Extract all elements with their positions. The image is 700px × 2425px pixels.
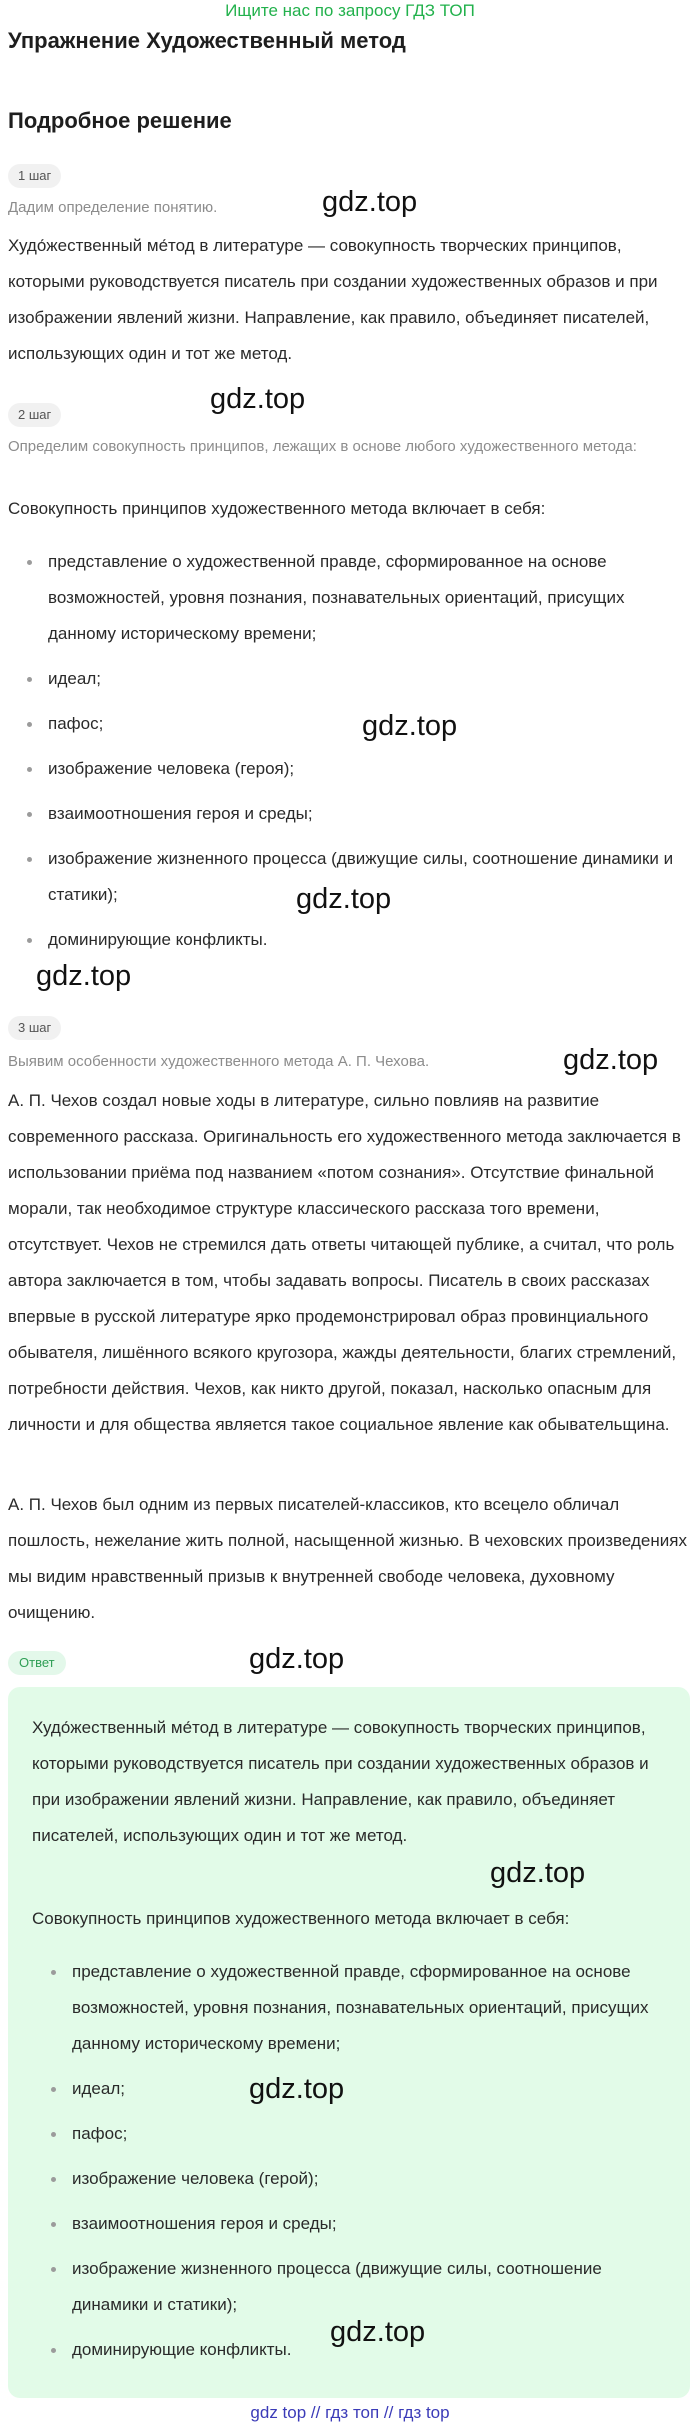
watermark: gdz.top [490, 1857, 586, 1889]
watermark: gdz.top [563, 1044, 659, 1076]
step-1-paragraph: Худо́жественный ме́тод в литературе — совокупность творческих принципов, которыми руководствуется писатель при создании художественных образов и при изображении явлений жизни. Направление, как правило, объединяет писателей, использующих один и тот же метод. [8, 236, 658, 363]
step-3-paragraph-2: А. П. Чехов был одним из первых писателей-классиков, кто всецело обличал пошлость, нежелание жить полной, насыщенной жизнью. В чеховских произведениях мы видим нравственный призыв к внутренней свободе человека, духовному очищению. [8, 1495, 687, 1622]
answer-intro: Совокупность принципов художественного метода включает в себя: [32, 1909, 570, 1928]
list-item: пафос; [8, 706, 694, 742]
watermark: gdz.top [249, 1643, 345, 1675]
answer-principles-list [32, 1954, 672, 2377]
watermark: gdz.top [362, 710, 458, 742]
list-item: изображение человека (героя); [8, 751, 694, 787]
list-item: представление о художественной правде, сформированное на основе возможностей, уровня познания, познавательных ориентаций, присущих данному историческому времени; [32, 1954, 672, 2062]
list-item: изображение жизненного процесса (движущие силы, соотношение динамики и статики); [32, 2251, 672, 2323]
list-item: доминирующие конфликты. [8, 922, 694, 958]
list-item: доминирующие конфликты. [32, 2332, 672, 2368]
list-item: идеал; [32, 2071, 672, 2107]
list-item: представление о художественной правде, сформированное на основе возможностей, уровня познания, познавательных ориентаций, присущих данному историческому времени; [8, 544, 694, 652]
list-item: идеал; [8, 661, 694, 697]
page-title: Упражнение Художественный метод [8, 28, 406, 53]
step-3-paragraph-1: А. П. Чехов создал новые ходы в литературе, сильно повлияв на развитие современного рассказа. Оригинальность его художественного метода заключается в использовании приёма под названием «потом сознания». Отсутствие финальной морали, так необходимое структуре классического рассказа того времени, отсутствует. Чехов не стремился дать ответы читающей публике, а считал, что роль автора заключается в том, чтобы задавать вопросы. Писатель в своих рассказах впервые в русской литературе ярко продемонстрировал образ провинциального обывателя, лишённого всякого кругозора, жажды деятельности, благих стремлений, потребности действия. Чехов, как никто другой, показал, насколько опасным для личности и для общества является такое социальное явление как обывательщина. [8, 1091, 681, 1434]
section-title: Подробное решение [8, 108, 232, 133]
watermark: gdz.top [296, 883, 392, 915]
search-hint-banner: Ищите нас по запросу ГДЗ ТОП [225, 1, 475, 20]
step-2-badge: 2 шаг [8, 403, 61, 427]
answer-badge: Ответ [8, 1651, 66, 1675]
step-2-intro: Совокупность принципов художественного метода включает в себя: [8, 499, 546, 518]
watermark: gdz.top [210, 383, 306, 415]
watermark: gdz.top [330, 2316, 426, 2348]
step-2-description: Определим совокупность принципов, лежащих в основе любого художественного метода: [8, 438, 637, 455]
footer-links: gdz top // гдз топ // гдз top [250, 2403, 450, 2422]
list-item: изображение человека (герой); [32, 2161, 672, 2197]
watermark: gdz.top [322, 186, 418, 218]
step-3-badge: 3 шаг [8, 1016, 61, 1040]
answer-definition: Худо́жественный ме́тод в литературе — совокупность творческих принципов, которыми руководствуется писатель при создании художественных образов и при изображении явлений жизни. Направление, как правило, объединяет писателей, использующих один и тот же метод. [32, 1718, 649, 1845]
step-3-description: Выявим особенности художественного метода А. П. Чехова. [8, 1053, 430, 1070]
list-item: пафос; [32, 2116, 672, 2152]
list-item: изображение жизненного процесса (движущие силы, соотношение динамики и статики); [8, 841, 694, 913]
answer-box [8, 1687, 690, 2398]
list-item: взаимоотношения героя и среды; [8, 796, 694, 832]
watermark: gdz.top [36, 960, 132, 992]
step-1-description: Дадим определение понятию. [8, 199, 218, 216]
step-1-badge: 1 шаг [8, 164, 61, 188]
list-item: взаимоотношения героя и среды; [32, 2206, 672, 2242]
watermark: gdz.top [249, 2073, 345, 2105]
